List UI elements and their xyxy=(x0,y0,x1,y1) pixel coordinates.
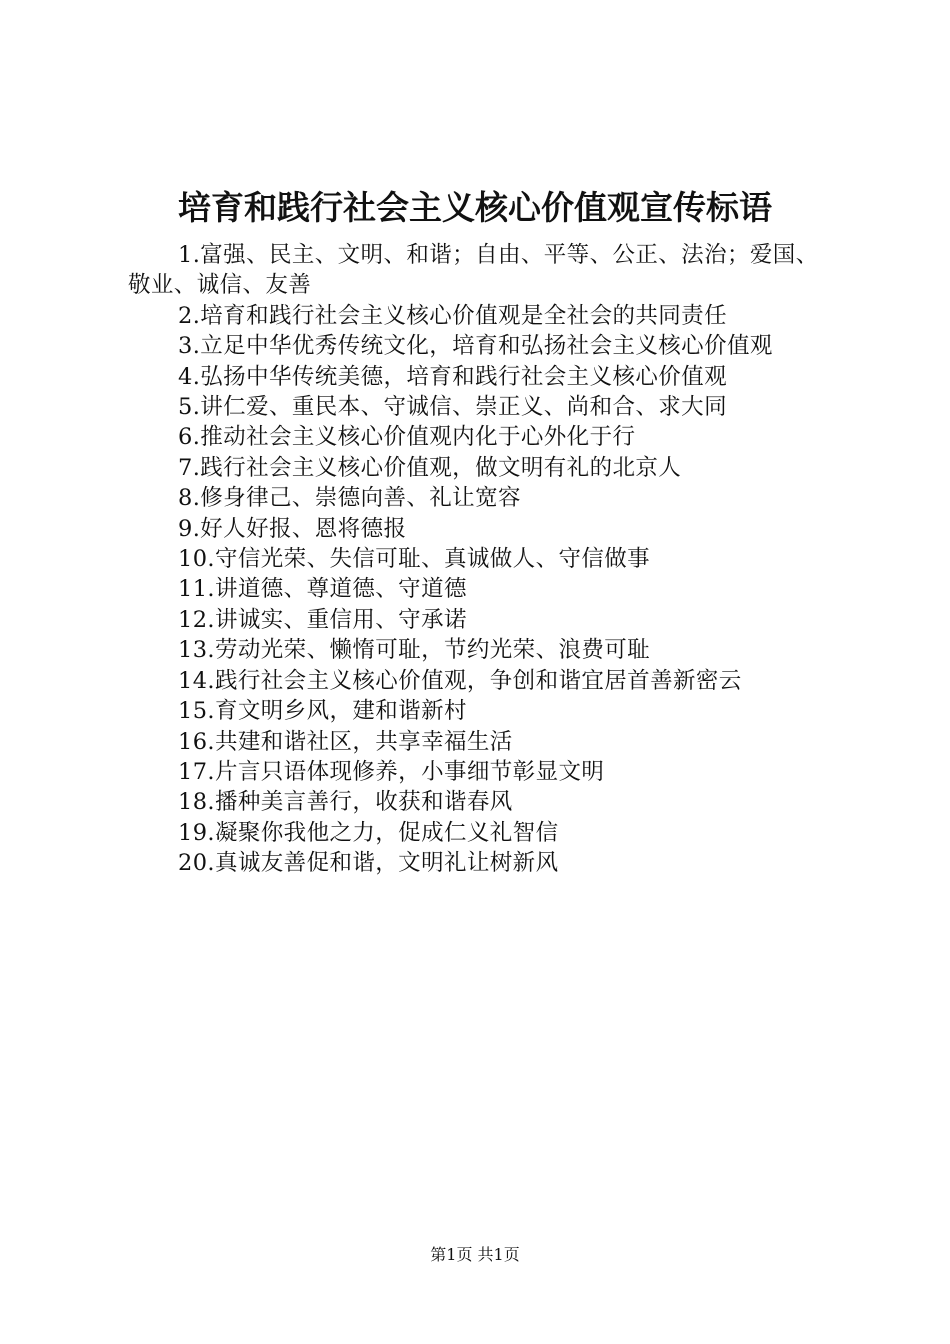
list-item: 15.育文明乡风，建和谐新村 xyxy=(178,698,467,725)
list-item: 16.共建和谐社区，共享幸福生活 xyxy=(178,728,513,755)
list-item: 18.播种美言善行，收获和谐春风 xyxy=(178,789,513,816)
list-item: 14.践行社会主义核心价值观，争创和谐宜居首善新密云 xyxy=(178,667,742,694)
slogan-list xyxy=(128,240,828,879)
page-footer: 第1页 共1页 xyxy=(430,1245,520,1264)
list-item: 17.片言只语体现修养，小事细节彰显文明 xyxy=(178,758,605,785)
list-item: 13.劳动光荣、懒惰可耻，节约光荣、浪费可耻 xyxy=(178,637,651,664)
list-item: 20.真诚友善促和谐，文明礼让树新风 xyxy=(178,850,559,877)
list-item: 10.守信光荣、失信可耻、真诚做人、守信做事 xyxy=(178,546,651,573)
list-item: 2.培育和践行社会主义核心价值观是全社会的共同责任 xyxy=(178,302,727,329)
list-item: 12.讲诚实、重信用、守承诺 xyxy=(178,606,467,633)
list-item: 11.讲道德、尊道德、守道德 xyxy=(178,576,467,603)
list-item: 8.修身律己、崇德向善、礼让宽容 xyxy=(178,485,521,512)
list-item: 9.好人好报、恩将德报 xyxy=(178,515,407,542)
list-item: 19.凝聚你我他之力，促成仁义礼智信 xyxy=(178,819,559,846)
list-item: 6.推动社会主义核心价值观内化于心外化于行 xyxy=(178,424,636,451)
list-item: 1.富强、民主、文明、和谐；自由、平等、公正、法治；爱国、敬业、诚信、友善 xyxy=(128,242,819,299)
list-item: 7.践行社会主义核心价值观，做文明有礼的北京人 xyxy=(178,454,682,481)
list-item: 4.弘扬中华传统美德，培育和践行社会主义核心价值观 xyxy=(178,363,727,390)
document-title: 培育和践行社会主义核心价值观宣传标语 xyxy=(178,188,772,227)
list-item: 3.立足中华优秀传统文化，培育和弘扬社会主义核心价值观 xyxy=(178,333,773,360)
list-item: 5.讲仁爱、重民本、守诚信、崇正义、尚和合、求大同 xyxy=(178,394,727,421)
